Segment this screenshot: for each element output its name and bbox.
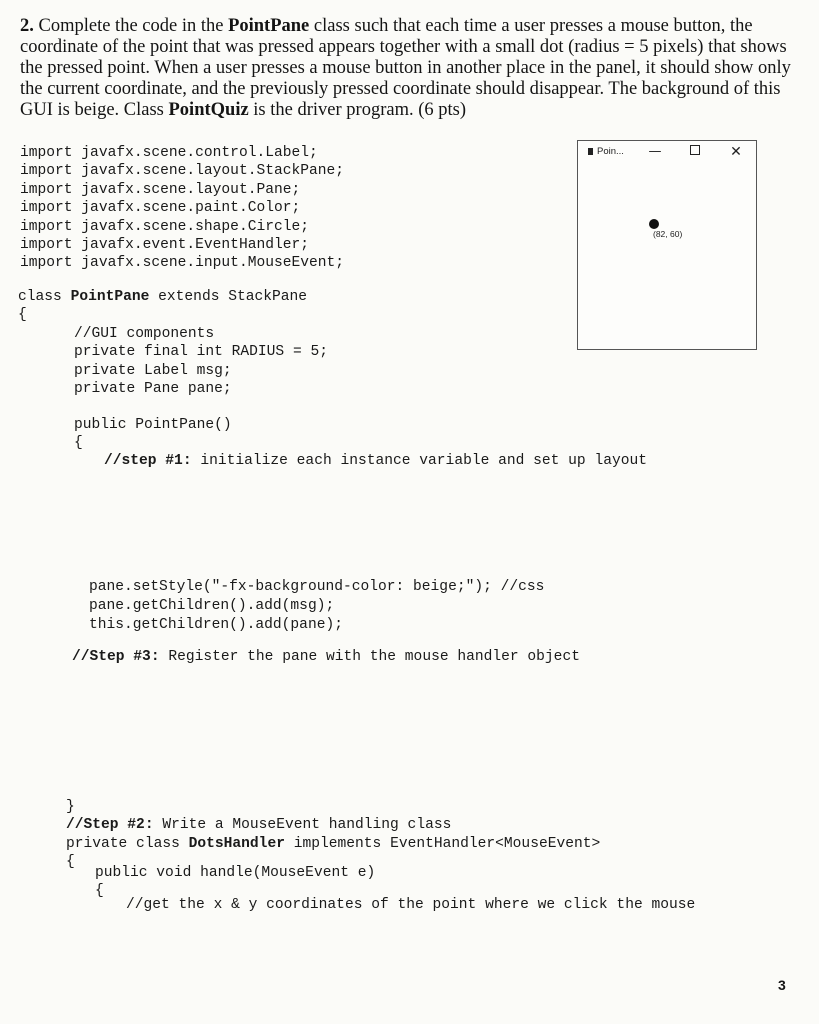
code-line: import javafx.scene.layout.Pane; xyxy=(20,181,301,198)
window-titlebar xyxy=(578,141,756,163)
maximize-icon xyxy=(690,145,700,155)
code-line: this.getChildren().add(pane); xyxy=(89,616,343,633)
handle-method-signature: public void handle(MouseEvent e) { xyxy=(95,865,376,900)
code-line: import javafx.event.EventHandler; xyxy=(20,237,310,254)
close-button[interactable]: ✕ xyxy=(730,144,742,160)
code-line: import javafx.scene.layout.StackPane; xyxy=(20,163,345,180)
code-line: import javafx.scene.shape.Circle; xyxy=(20,218,310,235)
code-line: private Pane pane; xyxy=(74,381,232,398)
class-declaration: class PointPane extends StackPane { xyxy=(18,289,308,324)
code-line: import javafx.scene.paint.Color; xyxy=(20,200,301,217)
app-icon xyxy=(588,148,593,155)
point-pane[interactable] xyxy=(578,163,756,349)
pressed-point-dot xyxy=(649,219,659,229)
constructor-body xyxy=(89,578,544,634)
code-line: private Label msg; xyxy=(74,362,232,379)
window-title: Poin... xyxy=(597,146,624,157)
driver-name-ref: PointQuiz xyxy=(168,100,249,120)
member-block xyxy=(74,325,328,399)
code-line: private final int RADIUS = 5; xyxy=(74,344,328,361)
maximize-button[interactable] xyxy=(684,144,706,160)
code-line: pane.setStyle("-fx-background-color: beige;"); //css xyxy=(89,579,545,595)
code-line: pane.getChildren().add(msg); xyxy=(89,597,335,614)
coordinate-label: (82, 60) xyxy=(653,229,683,239)
points-value: (6 pts) xyxy=(418,100,467,120)
code-line: //GUI components xyxy=(74,326,215,342)
code-line: import javafx.scene.control.Label; xyxy=(20,145,318,161)
step1-comment: //step #1: initialize each instance variable and set up layout xyxy=(104,453,647,469)
page-number: 3 xyxy=(778,977,786,993)
handle-comment: //get the x & y coordinates of the point where we click the mouse xyxy=(126,897,696,913)
gui-window-screenshot xyxy=(577,140,757,350)
import-block xyxy=(20,144,344,273)
step3-comment: //Step #3: Register the pane with the mouse handler object xyxy=(72,649,580,665)
constructor-signature: public PointPane() { xyxy=(74,417,232,452)
code-line: import javafx.scene.input.MouseEvent; xyxy=(20,255,345,272)
minimize-button[interactable]: — xyxy=(648,144,662,159)
question-number: 2. xyxy=(20,16,34,36)
class-name-ref: PointPane xyxy=(228,16,310,36)
question-text: 2. Complete the code in the PointPane class such that each time a user presses a mouse button, the coordinate of the point that was pressed appears together with a small dot (radius = 5 pixels) that shows the pressed point. When a user presses a mouse button in another place in the panel, it should show only the current coordinate, and the previously pressed coordinate should disappear. The background of this GUI is beige. Class PointQuiz is the driver program. (6 pts) xyxy=(20,16,791,120)
handler-class-declaration: } //Step #2: Write a MouseEvent handling class private class DotsHandler implements EventHandler<MouseEvent> { xyxy=(66,799,601,871)
